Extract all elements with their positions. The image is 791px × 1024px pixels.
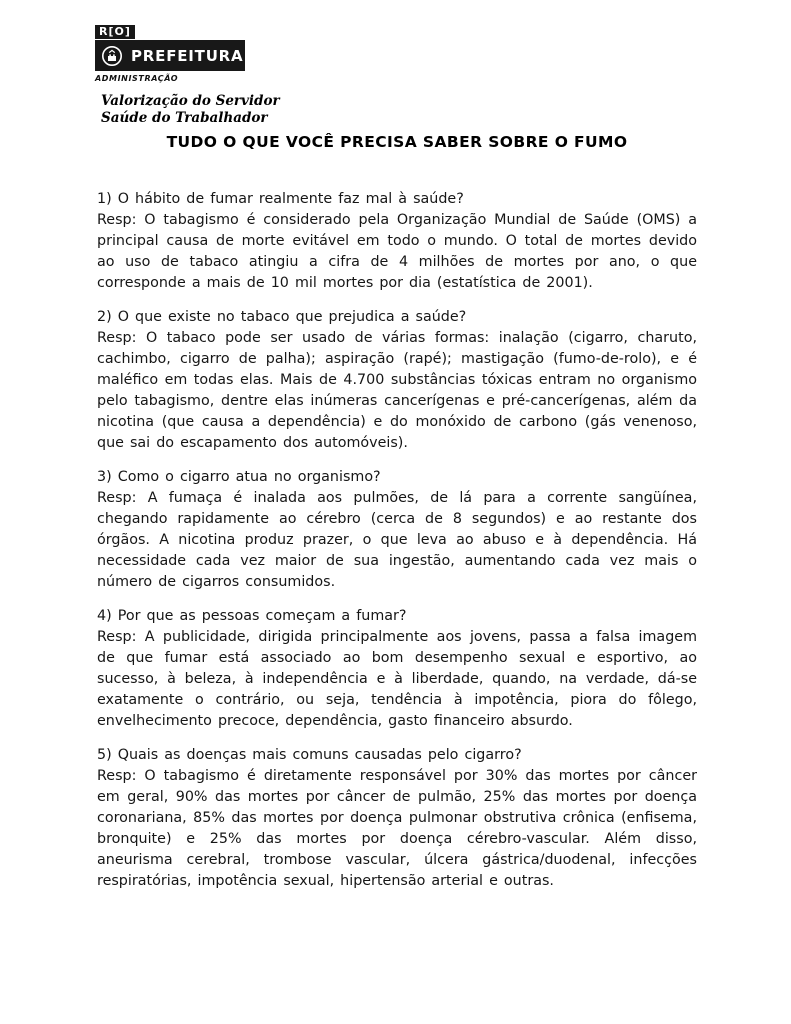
answer-text: Resp: O tabagismo é considerado pela Organização Mundial de Saúde (OMS) a principal causa de morte evitável em todo o mundo. O total de mortes devido ao uso de tabaco atingiu a cifra de 4 milhões de mortes por ano, o que corresponde a mais de 10 mil mortes por dia (estatística de 2001). [97,212,697,291]
tagline [95,93,280,127]
page-title: TUDO O QUE VOCÊ PRECISA SABER SOBRE O FUMO [166,133,628,151]
prefeitura-rio-logo [95,20,280,83]
question-text: 1) O hábito de fumar realmente faz mal à saúde? [97,191,464,207]
answer-text: Resp: A fumaça é inalada aos pulmões, de lá para a corrente sangüínea, chegando rapidamente ao cérebro (cerca de 8 segundos) e ao restante dos órgãos. A nicotina produz prazer, o que leva ao abuso e à dependência. Há necessidade cada vez maior de sua ingestão, aumentando cada vez mais o número de cigarros consumidos. [97,490,697,590]
qa-item [97,467,697,593]
prefeitura-label: PREFEITURA [131,46,244,65]
qa-list [97,189,697,892]
question-text: 2) O que existe no tabaco que prejudica a saúde? [97,309,467,325]
question-text: 3) Como o cigarro atua no organismo? [97,469,381,485]
qa-item [97,745,697,892]
qa-item [97,189,697,294]
question-text: 4) Por que as pessoas começam a fumar? [97,608,407,624]
tagline-line1: Valorização do Servidor [101,93,280,109]
question-text: 5) Quais as doenças mais comuns causadas pelo cigarro? [97,747,522,763]
answer-text: Resp: A publicidade, dirigida principalmente aos jovens, passa a falsa imagem de que fumar está associado ao bom desempenho sexual e esportivo, ao sucesso, à beleza, à independência e à liberdade, quando, na verdade, dá-se exatamente o contrário, ou seja, tendência à impotência, piora do fôlego, envelhecimento precoce, dependência, gasto financeiro absurdo. [97,629,697,729]
administracao-label: ADMINISTRAÇÃO [95,74,179,83]
tagline-line2: Saúde do Trabalhador [101,110,268,126]
rio-coat-of-arms-icon [100,44,124,68]
answer-text: Resp: O tabaco pode ser usado de várias formas: inalação (cigarro, charuto, cachimbo, cigarro de palha); aspiração (rapé); mastigação (fumo-de-rolo), e é maléfico em todas elas. Mais de 4.700 substâncias tóxicas entram no organismo pelo tabagismo, dentre elas inúmeras cancerígenas e pré-cancerígenas, além da nicotina (que causa a dependência) e do monóxido de carbono (gás venenoso, que sai do escapamento dos automóveis). [97,330,697,451]
answer-text: Resp: O tabagismo é diretamente responsável por 30% das mortes por câncer em geral, 90% das mortes por câncer de pulmão, 25% das mortes por doença coronariana, 85% das mortes por doença pulmonar obstrutiva crônica (enfisema, bronquite) e 25% das mortes por doença cérebro-vascular. Além disso, aneurisma cerebral, trombose vascular, úlcera gástrica/duodenal, infecções respiratórias, impotência sexual, hipertensão arterial e outras. [97,768,697,889]
qa-item [97,307,697,454]
document-content [97,133,697,905]
header [95,20,280,127]
rio-logo-mark: R[O] [95,25,135,39]
prefeitura-bar [95,40,245,71]
qa-item [97,606,697,732]
